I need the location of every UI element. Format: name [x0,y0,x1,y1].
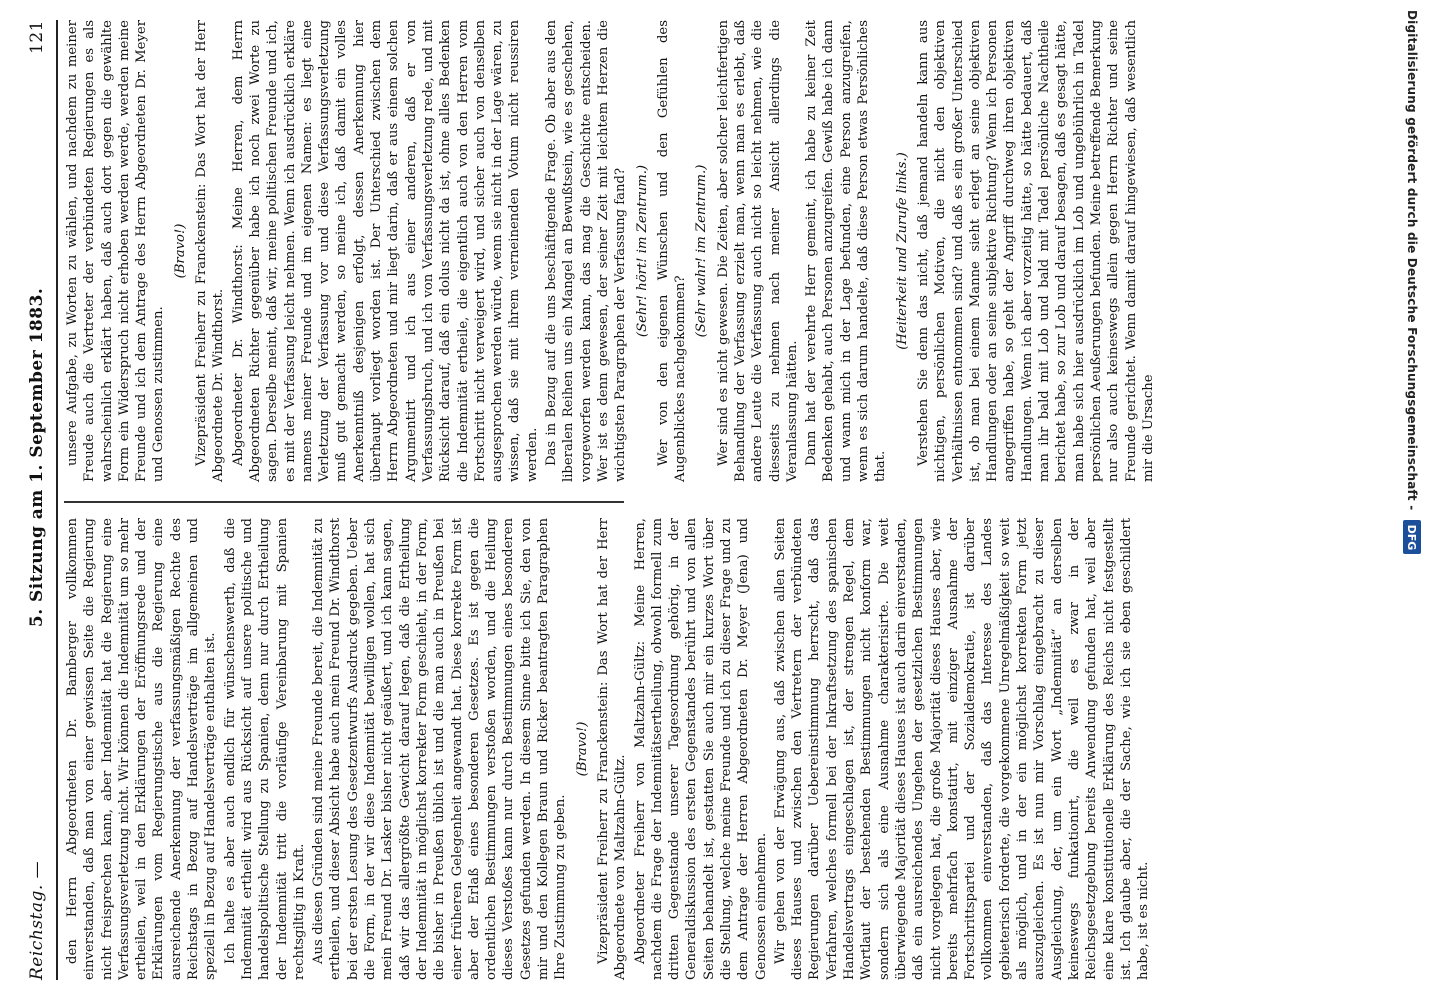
right-column [64,20,1159,482]
left-column [64,518,1154,980]
paragraph: Wer von den eigenen Wünschen und den Gefühlen des Augenblickes nachgekommen? [655,20,689,482]
running-head [20,20,54,980]
stage-direction: (Sehr! hört! im Zentrum.) [634,164,650,338]
paragraph: Vizepräsident Freiherr zu Franckenstein: Das Wort hat der Herr Abgeordnete Dr. Windthorst. [194,20,227,482]
stage-direction: (Heiterkeit und Zurufe links.) [894,152,910,350]
paragraph: Das in Bezug auf die uns beschäftigende Frage. Ob aber aus den liberalen Reihen uns ein Mangel an Bewußtsein, wie es geschehen, vorgeworfen werden kann, das mag die Geschichte entscheiden. Wer ist es denn gewesen, der seiner Zeit mit leichtem Herzen die wichtigsten Paragraphen der Verfassung fand? [544,20,629,482]
paragraph: Dann hat der verehrte Herr gemeint, ich habe zu keiner Zeit Bedenken gehabt, auch Personen anzugreifen. Gewiß habe ich dann und wann mich in der Lage befunden, eine Person anzugreifen, wenn es sich darum handelte, daß diese Person etwas Persönliches that. [804,20,889,482]
stage-direction: (Bravo!) [574,721,590,777]
credit-text: Digitalisierung gefördert durch die Deutsche Forschungsgemeinschaft - [1405,10,1419,511]
paragraph: unsere Aufgabe, zu Worten zu wählen, und nachdem zu meiner Freude auch die Vertreter der verbündeten Regierungen es als wahrscheinlich erklärt haben, daß auch dort gegen die gewählte Form ein Widerspruch nicht erhoben werden werde, werden meine Freunde und ich dem Antrage des Herrn Abgeordneten Dr. Meyer und Genossen zustimmen. [65,20,167,482]
header-rule [56,20,58,980]
paragraph: Vizepräsident Freiherr zu Franckenstein: Das Wort hat der Herr Abgeordnete von Maltzahn-Gültz. [595,518,629,980]
paragraph: Verstehen Sie denn das nicht, daß jemand handeln kann aus nichtigen, persönlichen Motiven, die nicht den objektiven Verhältnissen entnommen sind? und daß es ein großer Unterschied ist, ob man bei einem Manne sieht erlegt an seine objektiven Handlungen oder an seine subjektive Richtung? Wenn ich Personen angegriffen habe, so geht der Angriff durchweg ihren objektiven Handlungen. Wenn ich aber vorzeitig hätte, so hätte bedauert, daß man ihr bald mit Lob und bald mit Tadel persönliche Nachtheile berichtet habe, so zur Lob und darauf besagen, daß es gesagt hätte, man habe sich hier ausdrücklich im Lob und ungebührlich in Tadel persönlichen Aeußerungen befunden. Meine betreffende Bemerkung nur also auch keineswegs allein gegen Herrn Richter und seine Freunde gerichtet. Wenn damit darauf hingewiesen, daß wesentlich mir die Ursache [915,20,1156,482]
column-divider [64,501,624,503]
stage-direction: (Bravo!) [172,223,188,279]
paragraph: Ich halte es aber auch endlich für wünschenswerth, daß die Indemnität ertheilt wird aus Rücksicht auf unsere politische und handelspolitische Stellung zu Spanien, denn nur durch Ertheilung der Indemnität tritt die vorläufige Vereinbarung mit Spanien rechtsgiltig in Kraft. [222,518,307,980]
page-number: 121 [27,20,47,54]
digitization-credit [1392,0,1432,1000]
paragraph: Aus diesen Gründen sind meine Freunde bereit, die Indemnität zu ertheilen, und dieser Absicht habe auch mein Freund Dr. Windthorst bei der ersten Lesung des Gesetzentwurfs Ausdruck gegeben. Ueber die Form, in der wir diese Indemnität bewilligen wollen, hat sich mein Freund Dr. Lasker bisher nicht geäußert, und ich kann sagen, daß wir das allergrößte Gewicht darauf legen, daß die Ertheilung der Indemnität in möglichst korrekter Form geschieht, in der Form, die bisher in Preußen üblich ist und die man auch in Preußen bei einer früheren Gelegenheit angewandt hat. Diese korrekte Form ist aber der Erlaß eines besonderen Gesetzes. Es ist gegen die ordentlichen Bestimmungen verstoßen worden, und die Heilung dieses Verstoßes kann nur durch Bestimmungen eines besonderen Gesetzes gefunden werden. In diesem Sinne bitte ich Sie, den von mir und den Kollegen Braun und Ricker beantragten Paragraphen Ihre Zustimmung zu geben. [311,518,569,980]
dfg-logo: DFG [1403,520,1421,554]
running-head-session: 5. Sitzung am 1. September 1883. [27,287,47,628]
paragraph: Wir gehen von der Erwägung aus, daß zwischen allen Seiten dieses Hauses und zwischen den Vertretern der verbündeten Regierungen darüber Uebereinstimmung herrscht, daß das Verfahren, welches formell bei der Inkraftsetzung des spanischen Handelsvertrags eingeschlagen ist, der strengen Regel, dem Wortlaut der bestehenden Bestimmungen nicht konform war, sondern sich als eine Ausnahme charakterisirte. Die weit überwiegende Majorität dieses Hauses ist auch darin einverstanden, daß ein ausreichendes Ungehen der gesetzlichen Bestimmungen nicht vorgelegen hat, die große Majorität dieses Hauses aber, wie bereits mehrfach konstatirt, mit einziger Ausnahme der Fortschrittspartei und der Sozialdemokratie, ist darüber vollkommen einverstanden, daß das Interesse des Landes gebieterisch forderte, die vorgekommene Unregelmäßigkeit so weit als möglich, und in der ein möglichst korrekten Form jetzt auszugleichen. Es ist nun mir Vorschlag eingebracht zu dieser Ausgleichung, der, um ein Wort „Indemnität“ an derselben keineswegs funkationirt, die weil es zwar in der Reichsgesetzgebung bereits Anwendung gefunden hat, weil aber eine klare konstitutionelle Erklärung des Reichs nicht festgestellt ist. Ich glaube aber, die der Sache, wie ich sie eben geschildert habe, ist es nicht. [772,518,1152,980]
paragraph: Abgeordneter Dr. Windthorst: Meine Herren, dem Herrn Abgeordneten Richter gegenüber habe ich noch zwei Worte zu sagen. Derselbe meint, daß wir, meine politischen Freunde und ich, es mit der Verfassung leicht nehmen. Wenn ich ausdrücklich erkläre namens meiner Freunde und im eigenen Namen: es liegt eine Verletzung der Verfassung vor und diese Verfassungsverletzung muß gut gemacht werden, so meine ich, daß damit ein volles Anerkenntniß desjenigen erfolgt, dessen Anerkennung hier überhaupt vorliegt worden ist. Der Unterschied zwischen dem Herrn Abgeordneten und mir liegt darin, daß er aus einem solchen Argumentirt und ich aus einer anderen, daß er von Verfassungsbruch, und ich von Verfassungsverletzung rede, und mit Rücksicht darauf, daß ein dolus nicht da ist, ohne alles Bedenken die Indemnität ertheile, die eigentlich auch von den Herren vom Fortschritt nicht verweigert wird, und sicher auch von denselben ausgesprochen werden würde, wenn sie nicht in der Lage wären, zu wissen, daß sie mit ihrem verneinenden Votum nicht reussiren werden. [230,20,540,482]
paragraph: Wer sind es nicht gewesen. Die Zeiten, aber solcher leichtfertigen Behandlung der Verfassung erzielt man, wenn man es erlebt, daß andere Leute die Verfassung auch nicht so leicht nehmen, wie die diesseits zu nehmen nach meiner Ansicht allerdings die Veranlassung hätten. [715,20,800,482]
paragraph: Abgeordneter Freiherr von Maltzahn-Gültz: Meine Herren, nachdem die Frage der Indemnitätsertheilung, obwohl formell zum dritten Gegenstande unserer Tagesordnung gehörig, in der Generaldiskussion des ersten Gegenstandes berührt und von allen Seiten behandelt ist, gestatten Sie auch mir ein kurzes Wort über die Stellung, welche meine Freunde und ich zu dieser Frage und zu dem Antrage der Herren Abgeordneten Dr. Meyer (Jena) und Genossen einnehmen. [632,518,769,980]
stage-direction: (Sehr wahr! im Zentrum.) [694,164,710,338]
paragraph: den Herrn Abgeordneten Dr. Bamberger vollkommen einverstanden, daß man von einer gewissen Seite die Regierung nicht freisprechen kann, aber Indemnität hat die Regierung eine Verfassungsverletzung nicht. Wir können die Indemnität um so mehr ertheilen, weil in den Erklärungen der Eröffnungsrede und der Erklärungen vom Regierungstische aus die Regierung eine ausreichende Anerkennung der verfassungsmäßigen Rechte des Reichstags in Bezug auf Handelsverträge im allgemeinen und speziell in Bezug auf Handelsverträge enthalten ist. [65,518,219,980]
running-head-left: Reichstag. — [27,860,47,980]
